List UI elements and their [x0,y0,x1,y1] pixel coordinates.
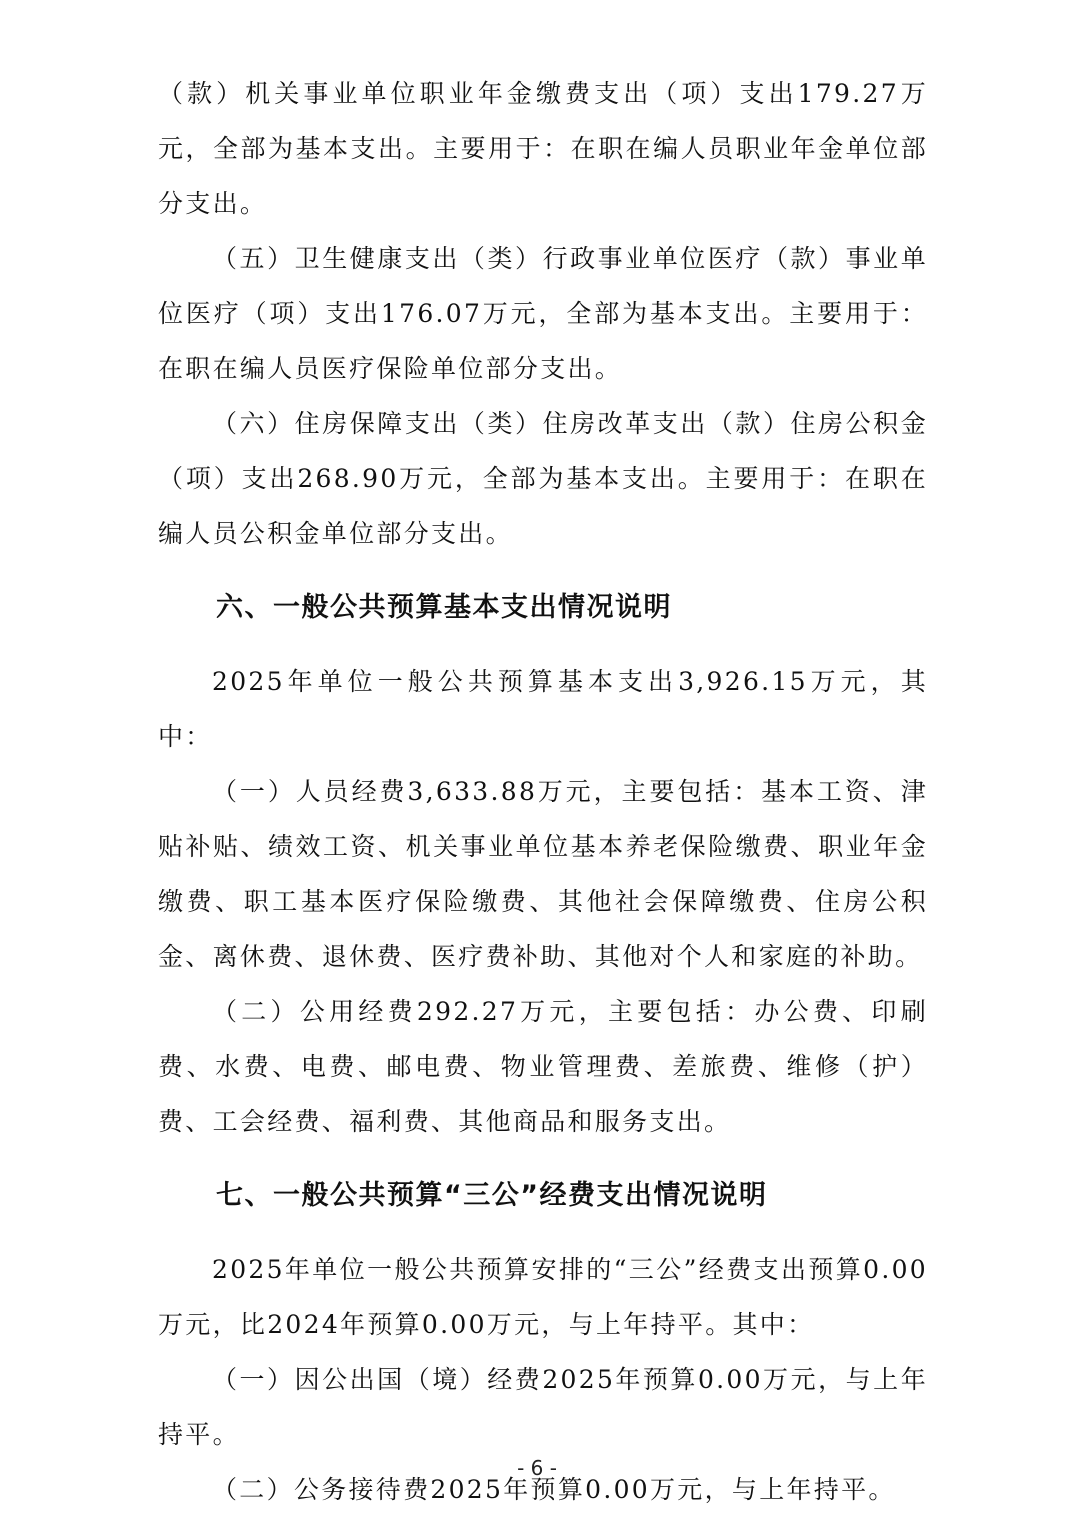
paragraph-housing-expense: （六）住房保障支出（类）住房改革支出（款）住房公积金（项）支出268.90万元，全部为基本支出。主要用于：在职在编人员公积金单位部分支出。 [158,409,928,548]
section-7-overseas-expense: （一）因公出国（境）经费2025年预算0.00万元，与上年持平。 [158,1365,928,1449]
section-6-public-expense: （二）公用经费292.27万元，主要包括：办公费、印刷费、水费、电费、邮电费、物业管理费、差旅费、维修（护）费、工会经费、福利费、其他商品和服务支出。 [158,997,928,1136]
paragraph-pension-expense: （款）机关事业单位职业年金缴费支出（项）支出179.27万元，全部为基本支出。主要用于：在职在编人员职业年金单位部分支出。 [158,79,928,218]
section-7-reception-expense: （二）公务接待费2025年预算0.00万元，与上年持平。 [212,1475,896,1504]
paragraph-health-expense: （五）卫生健康支出（类）行政事业单位医疗（款）事业单位医疗（项）支出176.07万元，全部为基本支出。主要用于：在职在编人员医疗保险单位部分支出。 [158,244,928,383]
section-6-personnel-expense: （一）人员经费3,633.88万元，主要包括：基本工资、津贴补贴、绩效工资、机关事业单位基本养老保险缴费、职业年金缴费、职工基本医疗保险缴费、其他社会保障缴费、住房公积金、离休费、退休费、医疗费补助、其他对个人和家庭的补助。 [158,777,928,971]
section-6-heading: 六、一般公共预算基本支出情况说明 [216,592,672,623]
document-body [158,66,928,1517]
section-6-intro: 2025年单位一般公共预算基本支出3,926.15万元，其中： [158,667,928,751]
section-7-heading: 七、一般公共预算“三公”经费支出情况说明 [216,1180,768,1211]
page-number: - 6 - [517,1456,557,1480]
section-7-intro: 2025年单位一般公共预算安排的“三公”经费支出预算0.00万元，比2024年预算0.00万元，与上年持平。其中： [158,1255,928,1339]
